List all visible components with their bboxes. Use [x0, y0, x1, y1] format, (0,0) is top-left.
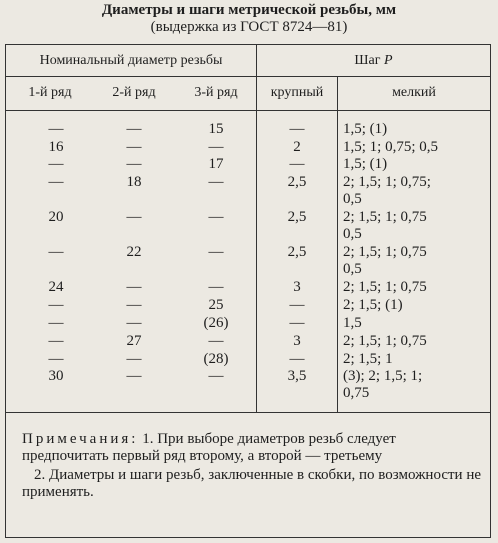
table-cell-r2: 27 [126, 333, 142, 349]
table-cell-r2: — [126, 156, 142, 172]
header-coarse: крупный [270, 85, 324, 100]
table-cell-r1: — [48, 156, 64, 172]
table-cell-r3: — [208, 174, 224, 190]
table-cell-r1: 24 [48, 279, 64, 295]
table-cell-r1: 20 [48, 209, 64, 225]
header-nominal-diameter: Номинальный диаметр резьбы [39, 53, 223, 68]
thread-table [5, 44, 491, 538]
table-cell-coarse: 2,5 [287, 209, 307, 225]
note-2: 2. Диаметры и шаги резьб, заключенные в скобки, по возможности не применять. [22, 467, 482, 500]
header-row3: 3-й ряд [194, 85, 238, 100]
table-cell-fine-continued: 0,75 [343, 385, 370, 401]
table-cell-fine-continued: 0,5 [343, 261, 362, 277]
table-cell-r3: — [208, 244, 224, 260]
table-cell-r2: — [126, 139, 142, 155]
notes-heading: Примечания: [22, 431, 139, 447]
table-cell-fine: 2; 1,5; 1 [343, 351, 393, 367]
header-divider [6, 76, 490, 77]
table-cell-fine: 2; 1,5; (1) [343, 297, 403, 313]
table-cell-r2: — [126, 315, 142, 331]
table-cell-fine: 2; 1,5; 1; 0,75 [343, 333, 427, 349]
table-cell-r3: (26) [203, 315, 229, 331]
pitch-symbol: P [384, 53, 393, 68]
table-cell-r2: — [126, 297, 142, 313]
table-cell-r1: — [48, 174, 64, 190]
table-cell-coarse: 3 [293, 279, 301, 295]
table-cell-r1: 16 [48, 139, 64, 155]
table-cell-fine: (3); 2; 1,5; 1; [343, 368, 423, 384]
table-cell-fine: 2; 1,5; 1; 0,75 [343, 279, 427, 295]
table-cell-fine: 2; 1,5; 1; 0,75; [343, 174, 431, 190]
table-cell-coarse: 2,5 [287, 174, 307, 190]
table-cell-r2: — [126, 121, 142, 137]
table-cell-r2: 22 [126, 244, 142, 260]
table-cell-r3: 25 [208, 297, 224, 313]
note-line-1 [22, 431, 484, 465]
table-cell-coarse: 2 [293, 139, 301, 155]
notes-divider [6, 412, 490, 413]
subheader-divider [6, 110, 490, 111]
table-cell-fine: 1,5; 1; 0,75; 0,5 [343, 139, 439, 155]
table-cell-r3: — [208, 139, 224, 155]
table-cell-r1: — [48, 333, 64, 349]
table-cell-r1: — [48, 121, 64, 137]
table-cell-coarse: — [289, 297, 305, 313]
table-cell-r1: — [48, 244, 64, 260]
header-row2: 2-й ряд [112, 85, 156, 100]
table-cell-r1: — [48, 315, 64, 331]
header-fine: мелкий [392, 85, 436, 100]
table-cell-r2: — [126, 351, 142, 367]
table-cell-coarse: 3 [293, 333, 301, 349]
table-subtitle: (выдержка из ГОСТ 8724—81) [150, 19, 348, 35]
table-cell-r2: 18 [126, 174, 142, 190]
table-cell-r1: 30 [48, 368, 64, 384]
table-cell-fine: 1,5; (1) [343, 156, 388, 172]
table-cell-r1: — [48, 297, 64, 313]
table-title: Диаметры и шаги метрической резьбы, мм [101, 2, 397, 18]
table-cell-coarse: 3,5 [287, 368, 307, 384]
header-pitch: Шаг P [354, 53, 393, 68]
table-cell-r3: (28) [203, 351, 229, 367]
table-cell-coarse: 2,5 [287, 244, 307, 260]
table-cell-fine-continued: 0,5 [343, 226, 362, 242]
table-cell-r2: — [126, 368, 142, 384]
table-cell-coarse: — [289, 315, 305, 331]
table-cell-coarse: — [289, 121, 305, 137]
table-cell-r2: — [126, 279, 142, 295]
table-cell-fine: 2; 1,5; 1; 0,75 [343, 209, 427, 225]
table-cell-coarse: — [289, 351, 305, 367]
table-cell-r1: — [48, 351, 64, 367]
header-row1: 1-й ряд [28, 85, 72, 100]
table-cell-r3: — [208, 279, 224, 295]
table-cell-r2: — [126, 209, 142, 225]
col-divider-coarse-fine [337, 76, 338, 412]
note-1: 1. При выборе диаметров резьб следует предпочитать первый ряд второму, а второй — третьему [22, 431, 396, 464]
table-cell-fine-continued: 0,5 [343, 191, 362, 207]
table-cell-fine: 2; 1,5; 1; 0,75 [343, 244, 427, 260]
table-cell-coarse: — [289, 156, 305, 172]
table-cell-fine: 1,5 [343, 315, 362, 331]
notes [22, 431, 484, 501]
table-cell-r3: — [208, 209, 224, 225]
table-cell-fine: 1,5; (1) [343, 121, 388, 137]
table-cell-r3: — [208, 333, 224, 349]
table-cell-r3: 15 [208, 121, 224, 137]
table-cell-r3: 17 [208, 156, 224, 172]
table-cell-r3: — [208, 368, 224, 384]
